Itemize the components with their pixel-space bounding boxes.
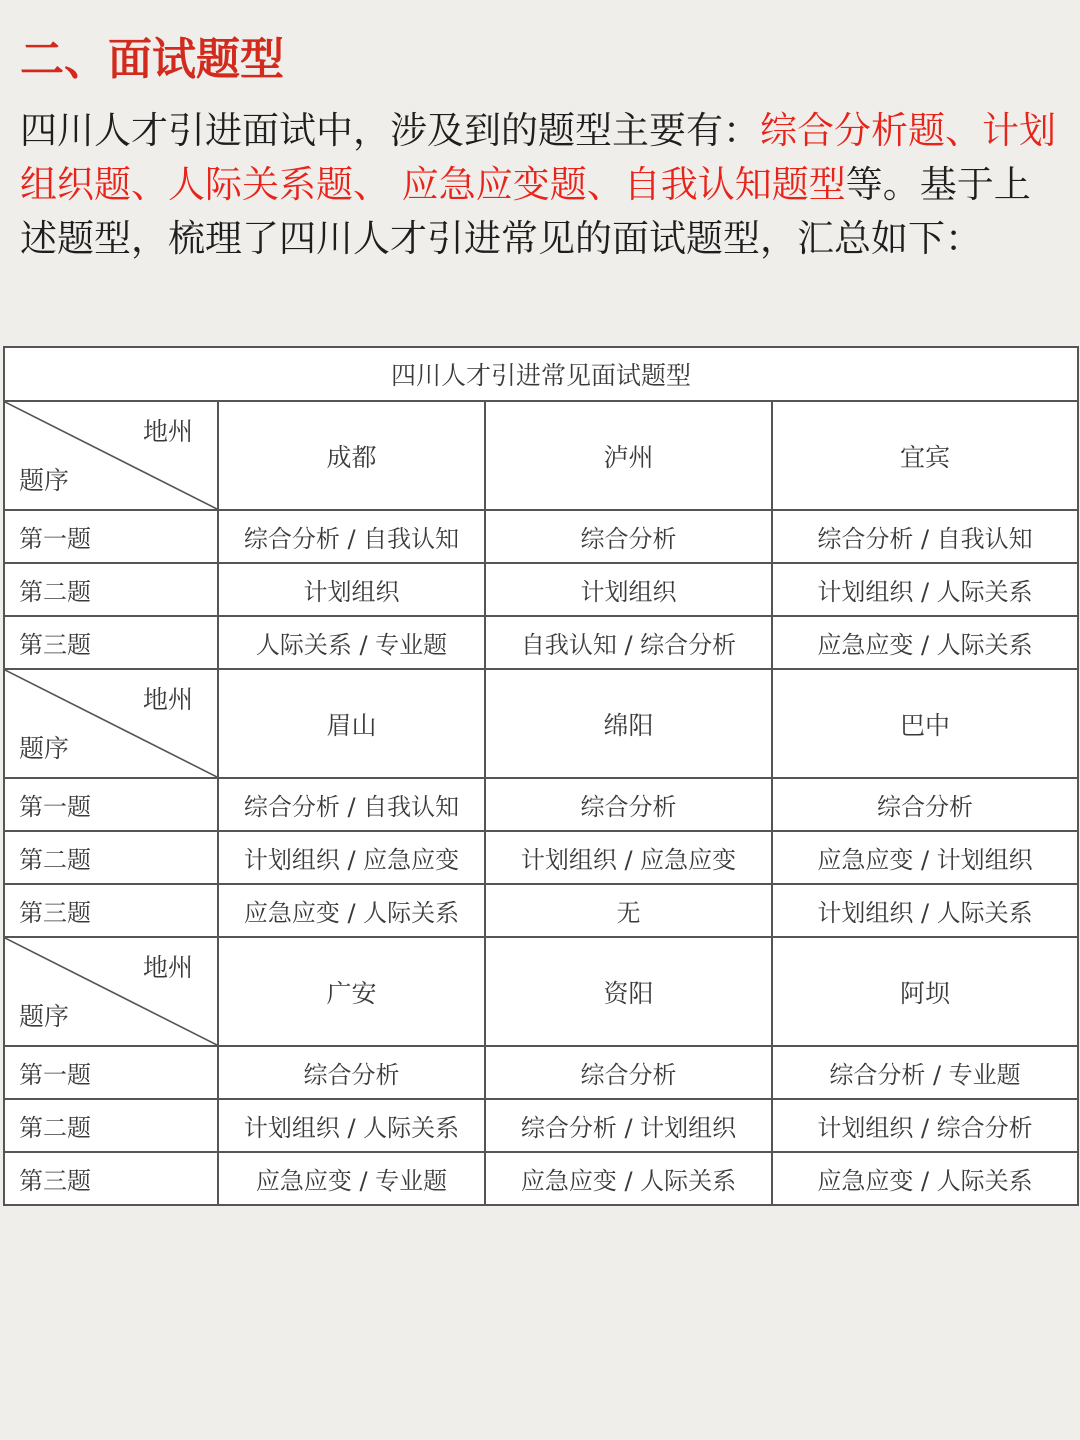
table-row: [4, 1046, 1078, 1099]
city-header-cell: 阿坝: [772, 937, 1078, 1046]
table-row: [4, 510, 1078, 563]
corner-label-region: 地州: [142, 417, 193, 446]
question-type-cell: 应急应变 / 计划组织: [772, 831, 1078, 884]
question-type-cell: 应急应变 / 专业题: [218, 1152, 485, 1205]
question-type-cell: 计划组织 / 人际关系: [218, 1099, 485, 1152]
city-header-row: [4, 937, 1078, 1046]
question-type-cell: 应急应变 / 人际关系: [772, 1152, 1078, 1205]
question-type-cell: 无: [485, 884, 772, 937]
question-type-cell: 综合分析 / 自我认知: [218, 510, 485, 563]
table-row: [4, 831, 1078, 884]
corner-label-order: 题序: [19, 1002, 70, 1031]
question-type-cell: 综合分析 / 计划组织: [485, 1099, 772, 1152]
city-header-row: [4, 669, 1078, 778]
question-type-cell: 应急应变 / 人际关系: [772, 616, 1078, 669]
question-order-cell: 第二题: [4, 831, 218, 884]
question-type-cell: 计划组织: [485, 563, 772, 616]
table-title-row: [4, 347, 1078, 401]
question-type-cell: 综合分析: [485, 1046, 772, 1099]
question-type-cell: 综合分析: [485, 510, 772, 563]
city-header-cell: 广安: [218, 937, 485, 1046]
city-header-cell: 巴中: [772, 669, 1078, 778]
intro-text-end: 等。基于上述题型，梳理了四川人才引进常见的面试题型，汇总如下：: [20, 163, 1031, 260]
city-header-cell: 成都: [218, 401, 485, 510]
question-type-cell: 计划组织 / 人际关系: [772, 563, 1078, 616]
question-type-cell: 计划组织 / 人际关系: [772, 884, 1078, 937]
table-row: [4, 884, 1078, 937]
section-heading: 二、面试题型: [20, 34, 284, 85]
question-order-cell: 第一题: [4, 778, 218, 831]
question-type-cell: 应急应变 / 人际关系: [485, 1152, 772, 1205]
diagonal-corner-cell: [4, 401, 218, 510]
question-type-cell: 人际关系 / 专业题: [218, 616, 485, 669]
city-header-cell: 宜宾: [772, 401, 1078, 510]
corner-label-order: 题序: [19, 734, 70, 763]
corner-label-region: 地州: [142, 685, 193, 714]
city-header-row: [4, 401, 1078, 510]
table-title: 四川人才引进常见面试题型: [4, 347, 1078, 401]
table-row: [4, 1152, 1078, 1205]
question-type-cell: 综合分析 / 专业题: [772, 1046, 1078, 1099]
city-header-cell: 泸州: [485, 401, 772, 510]
interview-types-table-container: [3, 346, 1077, 1206]
table-row: [4, 1099, 1078, 1152]
intro-paragraph: [20, 104, 1060, 266]
question-type-cell: 计划组织 / 应急应变: [485, 831, 772, 884]
question-type-cell: 综合分析 / 自我认知: [772, 510, 1078, 563]
table-row: [4, 616, 1078, 669]
table-row: [4, 563, 1078, 616]
city-header-cell: 眉山: [218, 669, 485, 778]
question-type-cell: 综合分析 / 自我认知: [218, 778, 485, 831]
interview-types-table: [3, 346, 1079, 1206]
question-order-cell: 第三题: [4, 884, 218, 937]
table-row: [4, 778, 1078, 831]
diagonal-corner-cell: [4, 937, 218, 1046]
intro-text-start: 四川人才引进面试中，涉及到的题型主要有：: [20, 109, 760, 152]
question-type-cell: 计划组织: [218, 563, 485, 616]
intro-highlighted-types: 综合分析题、计划组织题、人际关系题、 应急应变题、自我认知题型: [20, 109, 1056, 206]
question-type-cell: 综合分析: [485, 778, 772, 831]
question-order-cell: 第三题: [4, 1152, 218, 1205]
question-type-cell: 自我认知 / 综合分析: [485, 616, 772, 669]
question-order-cell: 第二题: [4, 563, 218, 616]
question-type-cell: 应急应变 / 人际关系: [218, 884, 485, 937]
question-order-cell: 第三题: [4, 616, 218, 669]
question-type-cell: 计划组织 / 应急应变: [218, 831, 485, 884]
diagonal-corner-cell: [4, 669, 218, 778]
corner-label-region: 地州: [142, 953, 193, 982]
question-type-cell: 计划组织 / 综合分析: [772, 1099, 1078, 1152]
question-order-cell: 第一题: [4, 510, 218, 563]
question-order-cell: 第二题: [4, 1099, 218, 1152]
question-type-cell: 综合分析: [772, 778, 1078, 831]
corner-label-order: 题序: [19, 466, 70, 495]
question-order-cell: 第一题: [4, 1046, 218, 1099]
question-type-cell: 综合分析: [218, 1046, 485, 1099]
city-header-cell: 资阳: [485, 937, 772, 1046]
table-body: [4, 347, 1078, 1205]
city-header-cell: 绵阳: [485, 669, 772, 778]
